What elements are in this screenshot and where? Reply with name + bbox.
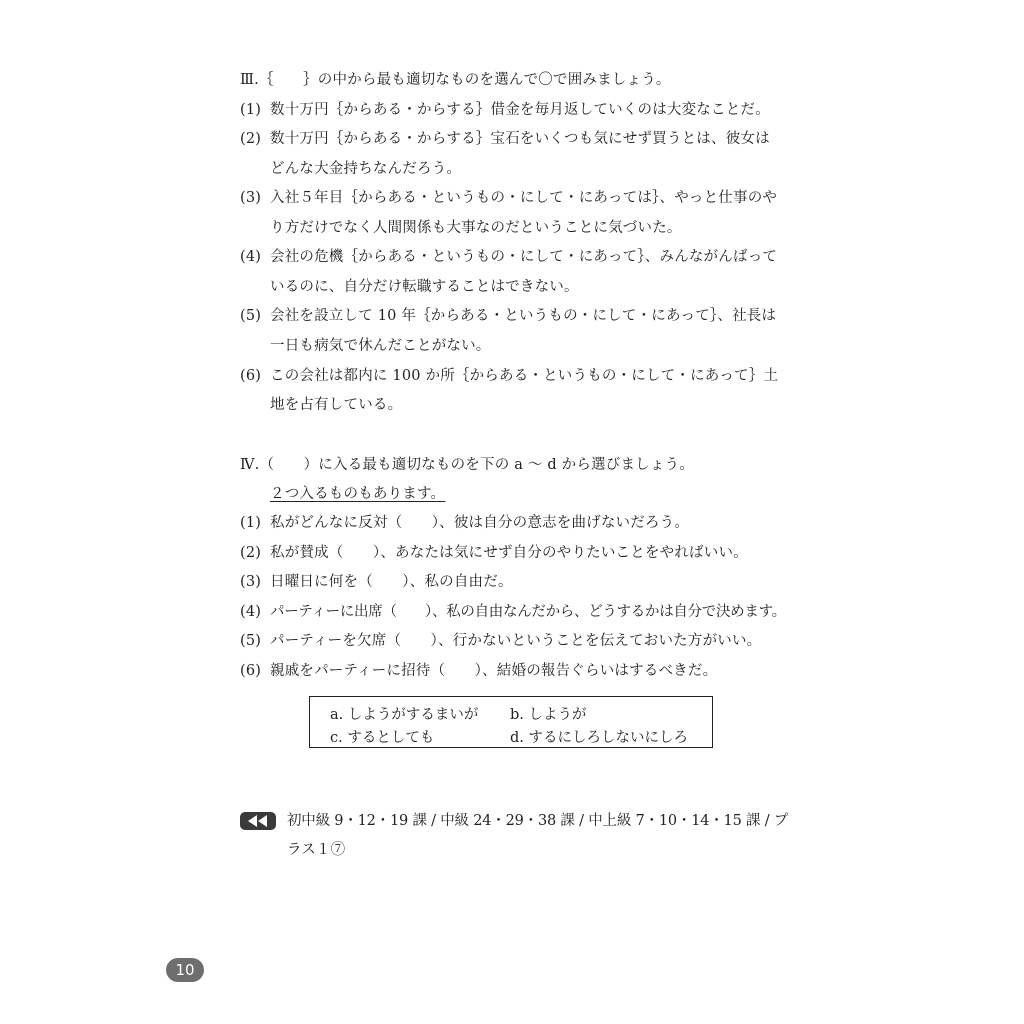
s3-item-3-text: 入社５年目｛からある・というもの・にして・にあっては｝、やっと仕事のや <box>270 190 778 206</box>
option-c: c. するとしても <box>330 730 435 746</box>
s4-item-4-number: (4) <box>240 604 262 620</box>
s3-item-4-number: (4) <box>240 249 262 265</box>
reference-line-1: 初中級 9・12・19 課 / 中級 24・29・38 課 / 中上級 7・10・14・15 課 / プ <box>287 813 789 829</box>
s4-item-2-text: 私が賛成（ ）、あなたは気にせず自分のやりたいことをやればいい。 <box>270 545 748 561</box>
s3-item-5-text: 会社を設立して 10 年｛からある・というもの・にして・にあって｝、社長は <box>270 308 777 324</box>
s3-item-6-number: (6) <box>240 368 262 384</box>
s4-item-3-text: 日曜日に何を（ ）、私の自由だ。 <box>270 574 513 590</box>
option-a: a. しようがするまいが <box>330 707 479 723</box>
reference-line-2: ラス１⑦ <box>287 842 346 858</box>
s4-item-4-text: パーティーに出席（ ）、私の自由なんだから、どうするかは自分で決めます。 <box>270 604 786 620</box>
s4-item-6-number: (6) <box>240 663 262 679</box>
s4-item-2-number: (2) <box>240 545 262 561</box>
s4-item-1-number: (1) <box>240 515 262 531</box>
option-b: b. しようが <box>510 707 587 723</box>
section-4-heading: Ⅳ.（ ）に入る最も適切なものを下の a 〜 d から選びましょう。 <box>240 457 694 473</box>
s3-item-2-number: (2) <box>240 131 262 147</box>
s3-item-5-number: (5) <box>240 308 262 324</box>
s3-item-2-text: 数十万円｛からある・からする｝宝石をいくつも気にせず買うとは、彼女は <box>270 131 770 147</box>
s3-item-4-text-cont: いるのに、自分だけ転職することはできない。 <box>270 279 579 295</box>
answer-choices-box <box>309 696 713 748</box>
s4-item-5-text: パーティーを欠席（ ）、行かないということを伝えておいた方がいい。 <box>270 633 762 649</box>
rewind-icon <box>240 812 276 830</box>
s3-item-1-number: (1) <box>240 102 262 118</box>
s3-item-1-text: 数十万円｛からある・からする｝借金を毎月返していくのは大変なことだ。 <box>270 102 770 118</box>
s3-item-5-text-cont: 一日も病気で休んだことがない。 <box>270 338 491 354</box>
s3-item-3-text-cont: り方だけでなく人間関係も大事なのだということに気づいた。 <box>270 220 682 236</box>
s4-item-1-text: 私がどんなに反対（ ）、彼は自分の意志を曲げないだろう。 <box>270 515 690 531</box>
s3-item-2-text-cont: どんな大金持ちなんだろう。 <box>270 161 462 177</box>
section-3-heading: Ⅲ.｛ ｝の中から最も適切なものを選んで〇で囲みましょう。 <box>240 72 671 88</box>
s4-item-5-number: (5) <box>240 633 262 649</box>
s3-item-3-number: (3) <box>240 190 262 206</box>
option-d: d. するにしろしないにしろ <box>510 730 688 746</box>
s3-item-6-text-cont: 地を占有している。 <box>270 397 403 413</box>
page-number-badge: 10 <box>166 958 204 982</box>
s4-item-6-text: 親戚をパーティーに招待（ ）、結婚の報告ぐらいはするべきだ。 <box>270 663 718 679</box>
s4-item-3-number: (3) <box>240 574 262 590</box>
s3-item-6-text: この会社は都内に 100 か所｛からある・というもの・にして・にあって｝土 <box>270 368 779 384</box>
section-4-note: ２つ入るものもあります。 <box>270 486 446 502</box>
s3-item-4-text: 会社の危機｛からある・というもの・にして・にあって｝、みんながんばって <box>270 249 778 265</box>
